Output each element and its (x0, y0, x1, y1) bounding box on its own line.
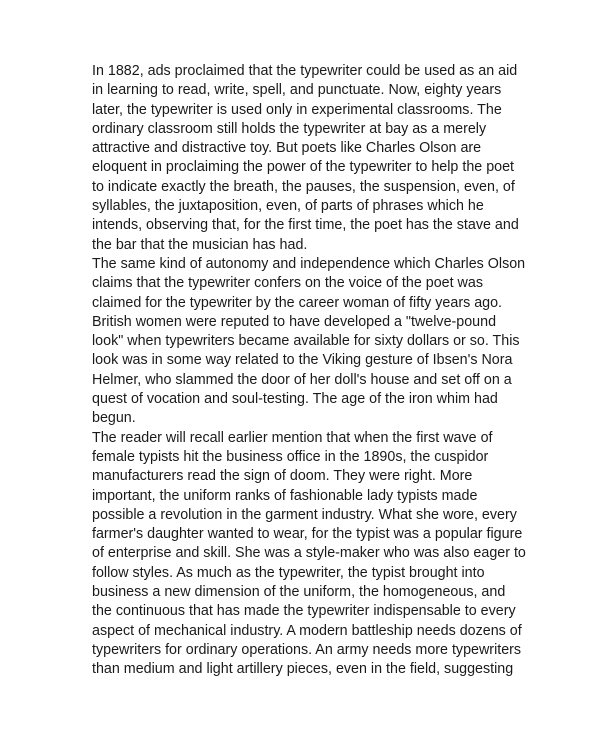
text-line: possible a revolution in the garment industry. What she wore, every (92, 506, 517, 523)
text-line: the bar that the musician has had. (92, 236, 308, 253)
text-line: syllables, the juxtaposition, even, of parts of phrases which he (92, 198, 484, 215)
text-line: Helmer, who slammed the door of her doll's house and set off on a (92, 371, 512, 388)
text-line: The reader will recall earlier mention that when the first wave of (92, 429, 493, 446)
text-line: attractive and distractive toy. But poets like Charles Olson are (92, 140, 482, 157)
text-line: aspect of mechanical industry. A modern battleship needs dozens of (92, 622, 522, 639)
paragraph-1 (92, 62, 522, 255)
body-text (92, 62, 526, 680)
text-line: female typists hit the business office in the 1890s, the cuspidor (92, 448, 489, 465)
text-line: British women were reputed to have developed a "twelve-pound (92, 313, 497, 330)
text-line: in learning to read, write, spell, and punctuate. Now, eighty years (92, 82, 502, 99)
text-line: look" when typewriters became available for sixty dollars or so. This (92, 333, 520, 350)
text-line: begun. (92, 410, 136, 427)
text-line: claims that the typewriter confers on the voice of the poet was (92, 275, 483, 292)
text-line: follow styles. As much as the typewriter, the typist brought into (92, 564, 485, 581)
text-line: farmer's daughter wanted to wear, for the typist was a popular figure (92, 526, 523, 543)
text-line: manufacturers read the sign of doom. They were right. More (92, 468, 473, 485)
text-line: to indicate exactly the breath, the pauses, the suspension, even, of (92, 178, 515, 195)
text-line: important, the uniform ranks of fashionable lady typists made (92, 487, 478, 504)
text-line: later, the typewriter is used only in experimental classrooms. The (92, 101, 502, 118)
text-line: the continuous that has made the typewriter indispensable to every (92, 603, 516, 620)
text-line: business a new dimension of the uniform, the homogeneous, and (92, 584, 506, 601)
paragraph-3 (92, 429, 526, 680)
text-line: The same kind of autonomy and independence which Charles Olson (92, 255, 526, 272)
text-line: intends, observing that, for the first time, the poet has the stave and (92, 217, 519, 234)
text-line: claimed for the typewriter by the career woman of fifty years ago. (92, 294, 503, 311)
text-line: of enterprise and skill. She was a style-maker who was also eager to (92, 545, 526, 562)
text-line: than medium and light artillery pieces, even in the field, suggesting (92, 661, 514, 678)
text-line: eloquent in proclaiming the power of the typewriter to help the poet (92, 159, 515, 176)
paragraph-2 (92, 255, 526, 429)
text-line: In 1882, ads proclaimed that the typewriter could be used as an aid (92, 63, 518, 79)
text-line: look was in some way related to the Viking gesture of Ibsen's Nora (92, 352, 513, 369)
text-line: ordinary classroom still holds the typewriter at bay as a merely (92, 120, 487, 137)
text-line: typewriters for ordinary operations. An army needs more typewriters (92, 641, 522, 658)
text-line: quest of vocation and soul-testing. The age of the iron whim had (92, 391, 498, 408)
